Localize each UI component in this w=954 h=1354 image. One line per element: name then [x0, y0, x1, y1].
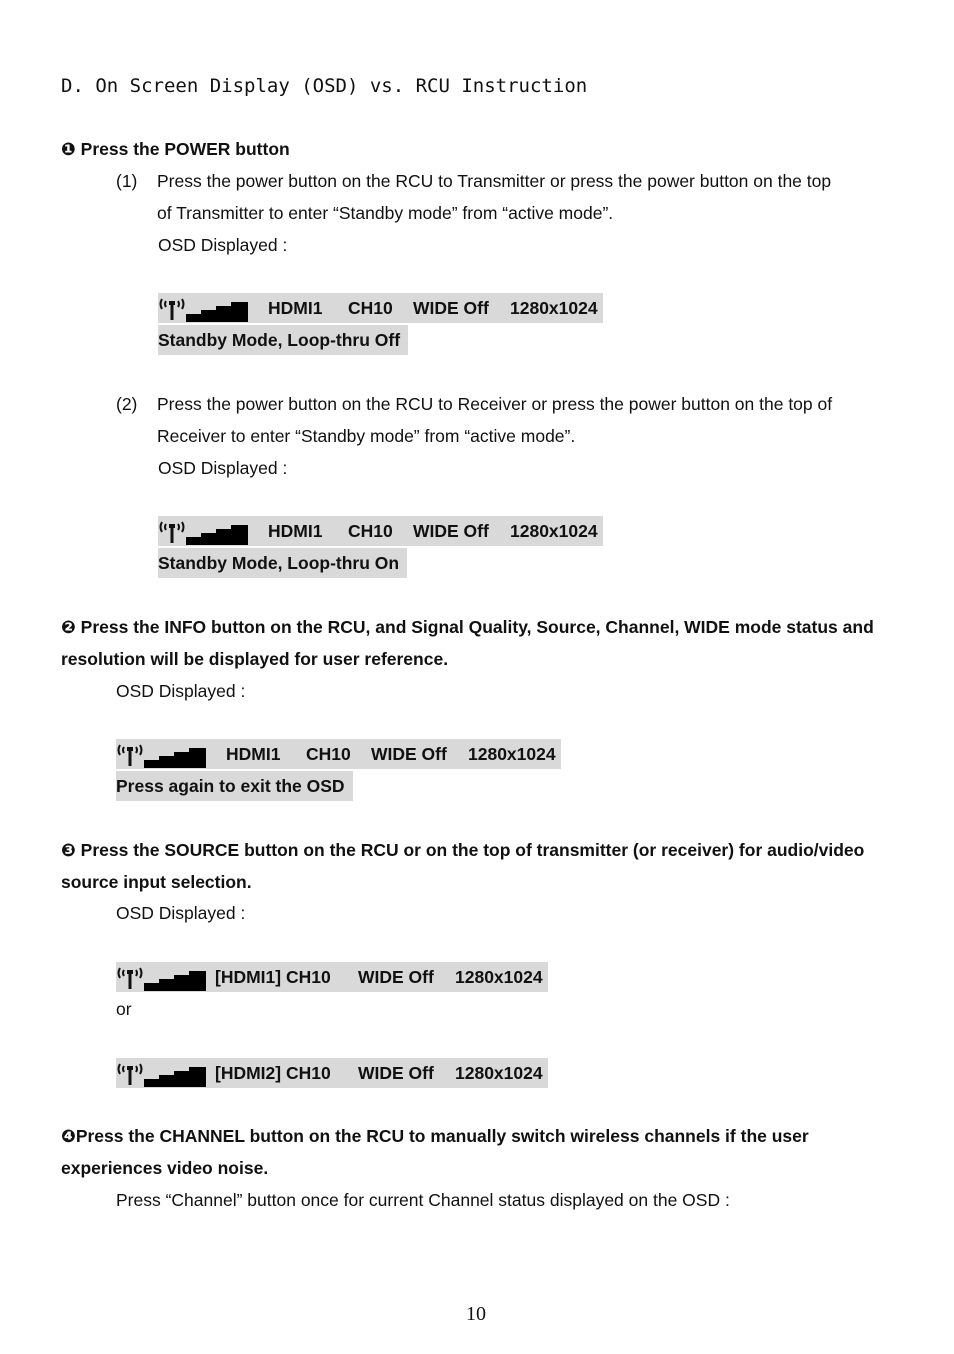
osd-source-selected: [HDMI1] CH10: [215, 967, 331, 987]
item-channel-heading-line1: ❹Press the CHANNEL button on the RCU to manually switch wireless channels if the user: [61, 1126, 809, 1146]
item-source-heading-line1: ❸ Press the SOURCE button on the RCU or on the top of transmitter (or receiver) for audio/video: [61, 840, 865, 860]
osd-resolution: 1280x1024: [455, 967, 543, 987]
item2-osd-label: OSD Displayed :: [116, 681, 246, 701]
osd-source: HDMI1: [268, 521, 323, 541]
page-number: 10: [466, 1303, 486, 1325]
signal-strength-icon: [116, 963, 206, 991]
item-channel-heading-line2: experiences video noise.: [61, 1158, 269, 1178]
signal-strength-icon: [158, 517, 248, 545]
osd-source: HDMI1: [268, 298, 323, 318]
sub2-line2: Receiver to enter “Standby mode” from “active mode”.: [157, 426, 576, 446]
osd-status-sub2: Standby Mode, Loop-thru On: [158, 548, 407, 578]
osd-channel: CH10: [348, 298, 393, 318]
signal-strength-icon: [116, 740, 206, 768]
osd-wide: WIDE Off: [413, 298, 489, 318]
osd-bar-sub2: [158, 516, 603, 546]
osd-status-info: Press again to exit the OSD: [116, 771, 353, 801]
sub2-line1: Press the power button on the RCU to Receiver or press the power button on the top of: [157, 394, 833, 414]
item-source-heading-line2: source input selection.: [61, 872, 252, 892]
osd-resolution: 1280x1024: [510, 521, 598, 541]
sub1-osd-label: OSD Displayed :: [158, 235, 288, 255]
osd-bar-info: [116, 739, 561, 769]
section-title: D. On Screen Display (OSD) vs. RCU Instruction: [61, 75, 588, 97]
osd-wide: WIDE Off: [413, 521, 489, 541]
item4-instruction: Press “Channel” button once for current Channel status displayed on the OSD :: [116, 1190, 730, 1210]
sub1-line1: Press the power button on the RCU to Transmitter or press the power button on the top: [157, 171, 832, 191]
osd-source-selected: [HDMI2] CH10: [215, 1063, 331, 1083]
sub2-osd-label: OSD Displayed :: [158, 458, 288, 478]
sub2-number: (2): [116, 394, 138, 414]
signal-strength-icon: [158, 294, 248, 322]
sub1-number: (1): [116, 171, 138, 191]
signal-strength-icon: [116, 1059, 206, 1087]
osd-bar-sub1: [158, 293, 603, 323]
osd-channel: CH10: [306, 744, 351, 764]
osd-bar-source-hdmi1: [116, 962, 548, 992]
or-text: or: [116, 999, 132, 1019]
sub1-line2: of Transmitter to enter “Standby mode” from “active mode”.: [157, 203, 614, 223]
item-info-heading-line1: ❷ Press the INFO button on the RCU, and Signal Quality, Source, Channel, WIDE mode status and: [61, 617, 874, 637]
osd-channel: CH10: [348, 521, 393, 541]
osd-resolution: 1280x1024: [468, 744, 556, 764]
osd-resolution: 1280x1024: [455, 1063, 543, 1083]
osd-source: HDMI1: [226, 744, 281, 764]
osd-wide: WIDE Off: [358, 1063, 434, 1083]
osd-bar-source-hdmi2: [116, 1058, 548, 1088]
osd-status-sub1: Standby Mode, Loop-thru Off: [158, 325, 408, 355]
item-power-heading: ❶ Press the POWER button: [61, 139, 290, 159]
item-info-heading-line2: resolution will be displayed for user reference.: [61, 649, 449, 669]
osd-wide: WIDE Off: [358, 967, 434, 987]
osd-resolution: 1280x1024: [510, 298, 598, 318]
item3-osd-label: OSD Displayed :: [116, 903, 246, 923]
osd-wide: WIDE Off: [371, 744, 447, 764]
